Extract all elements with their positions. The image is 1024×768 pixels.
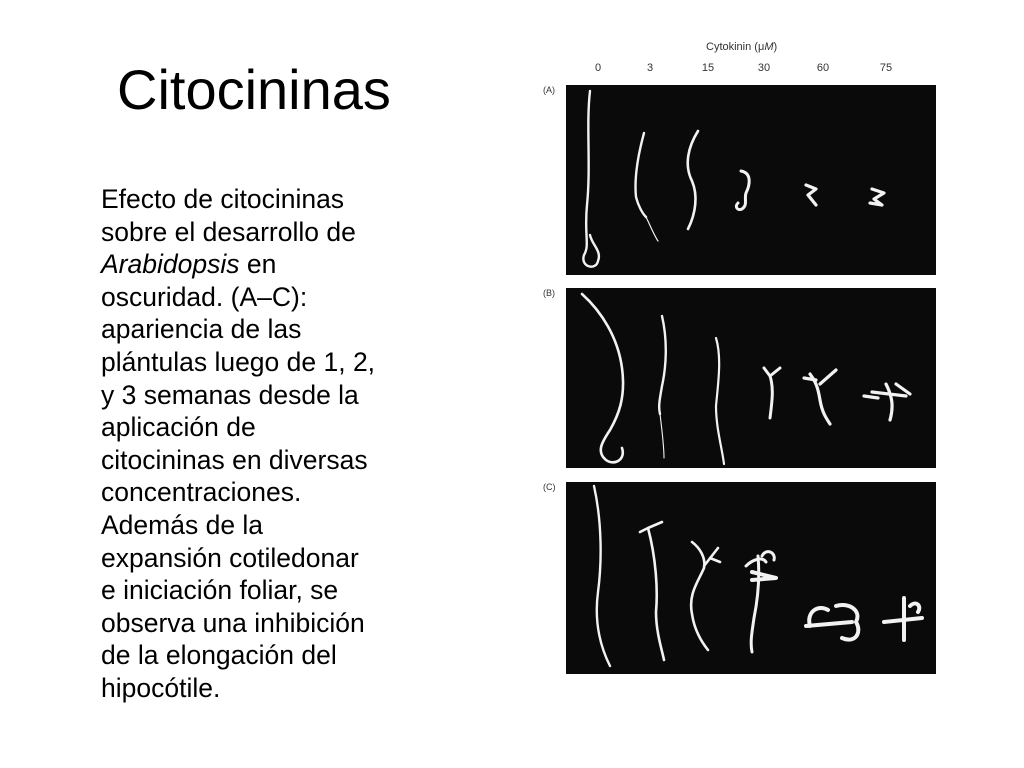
panel-label-a: (A)	[543, 85, 555, 95]
figure-header-text: Cytokinin (	[706, 41, 758, 53]
concentration-label: 60	[816, 62, 830, 74]
panel-b-photo	[566, 288, 936, 468]
description-line: aplicación de	[101, 412, 256, 443]
description-fragment: en	[239, 249, 277, 280]
description-line: Efecto de citocininas	[101, 184, 345, 214]
description-line: citocininas en diversas	[101, 444, 368, 475]
concentration-label: 30	[757, 62, 771, 74]
description-line: expansión cotiledonar	[101, 542, 359, 573]
description-line: e iniciación foliar, se	[101, 575, 339, 606]
description-line: apariencia de las	[101, 314, 302, 345]
panel-label-c: (C)	[543, 482, 556, 492]
panel-b-seedlings	[566, 288, 936, 468]
figure-header-mu: μ	[757, 41, 765, 53]
seedling-figure	[540, 38, 944, 678]
figure-description	[101, 183, 461, 705]
figure-header-close: )	[773, 41, 778, 53]
panel-c-photo	[566, 482, 936, 674]
description-line: de la elongación del	[101, 640, 337, 671]
species-name: Arabidopsis	[101, 249, 240, 280]
figure-header	[706, 41, 777, 53]
description-line	[101, 248, 461, 281]
concentration-label: 0	[594, 62, 602, 74]
description-line: concentraciones.	[101, 477, 302, 508]
figure-header-unit: M	[764, 41, 774, 53]
concentration-label: 75	[879, 62, 893, 74]
description-line: Además de la	[101, 509, 264, 540]
description-line: oscuridad. (A–C):	[101, 281, 308, 312]
concentration-label: 15	[701, 62, 715, 74]
panel-a-seedlings	[566, 85, 936, 275]
panel-a-photo	[566, 85, 936, 275]
description-line: plántulas luego de 1, 2,	[101, 346, 376, 377]
description-line: hipocótile.	[101, 672, 221, 703]
description-line: sobre el desarrollo de	[101, 216, 356, 247]
panel-c-seedlings	[566, 482, 936, 674]
panel-label-b: (B)	[543, 288, 555, 298]
description-line: observa una inhibición	[101, 607, 365, 638]
slide-title: Citocininas	[117, 58, 391, 121]
concentration-label: 3	[646, 62, 654, 74]
description-line: y 3 semanas desde la	[101, 379, 359, 410]
